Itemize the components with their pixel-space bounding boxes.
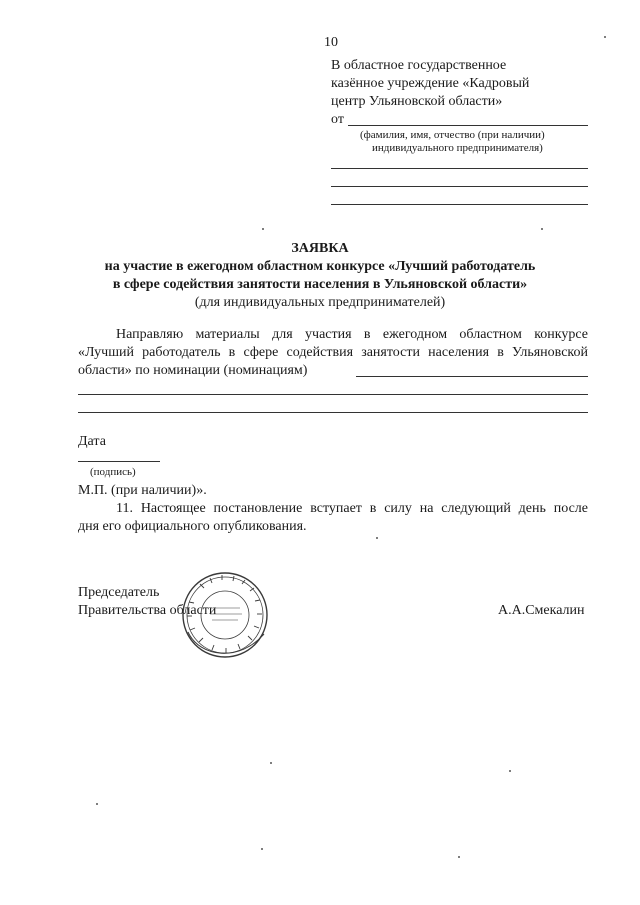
seal-label: М.П. (при наличии)». [78, 483, 207, 498]
document-heading: ЗАЯВКА [291, 241, 349, 256]
signature-underline [78, 461, 160, 462]
addressee-blank-line-1 [331, 168, 588, 169]
addressee-line-2: казённое учреждение «Кадровый [331, 76, 530, 91]
document-subtitle-line-1: на участие в ежегодном областном конкурсе «Лучший работодатель [104, 259, 536, 274]
body-line-2: «Лучший работодатель в сфере содействия занятости населения в Ульяновской [78, 345, 588, 360]
signature-label: (подпись) [90, 466, 136, 478]
document-subtitle-line-2: в сфере содействия занятости населения в Ульяновской области» [112, 277, 528, 292]
scan-speck [604, 36, 606, 38]
addressee-hint-line-2: индивидуального предпринимателя) [372, 142, 543, 154]
page-number: 10 [324, 35, 338, 50]
from-label: от [331, 112, 344, 127]
date-label: Дата [78, 434, 106, 449]
body-line-1: Направляю материалы для участия в ежегодном областном конкурсе [116, 327, 588, 342]
document-subtitle-line-3: (для индивидуальных предпринимателей) [194, 295, 446, 310]
addressee-hint-line-1: (фамилия, имя, отчество (при наличии) [360, 129, 545, 141]
addressee-blank-line-3 [331, 204, 588, 205]
signatory-title-line-1: Председатель [78, 585, 160, 600]
addressee-line-3: центр Ульяновской области» [331, 94, 503, 109]
nomination-underline-2 [78, 394, 588, 395]
official-seal-stamp [180, 570, 270, 660]
scan-speck [509, 770, 511, 772]
addressee-line-1: В областное государственное [331, 58, 507, 73]
from-underline [348, 125, 588, 126]
signatory-name: А.А.Смекалин [498, 603, 585, 618]
scan-speck [262, 228, 264, 230]
scan-speck [541, 228, 543, 230]
clause-line-1: 11. Настоящее постановление вступает в силу на следующий день после [116, 501, 588, 516]
scan-speck [261, 848, 263, 850]
scan-speck [96, 803, 98, 805]
nomination-underline-1 [356, 376, 588, 377]
signatory-title-line-2: Правительства области [78, 603, 217, 618]
body-line-3: области» по номинации (номинациям) [78, 363, 308, 378]
nomination-underline-3 [78, 412, 588, 413]
scan-speck [458, 856, 460, 858]
scan-speck [270, 762, 272, 764]
addressee-blank-line-2 [331, 186, 588, 187]
scan-speck [376, 537, 378, 539]
clause-line-2: дня его официального опубликования. [78, 519, 307, 534]
